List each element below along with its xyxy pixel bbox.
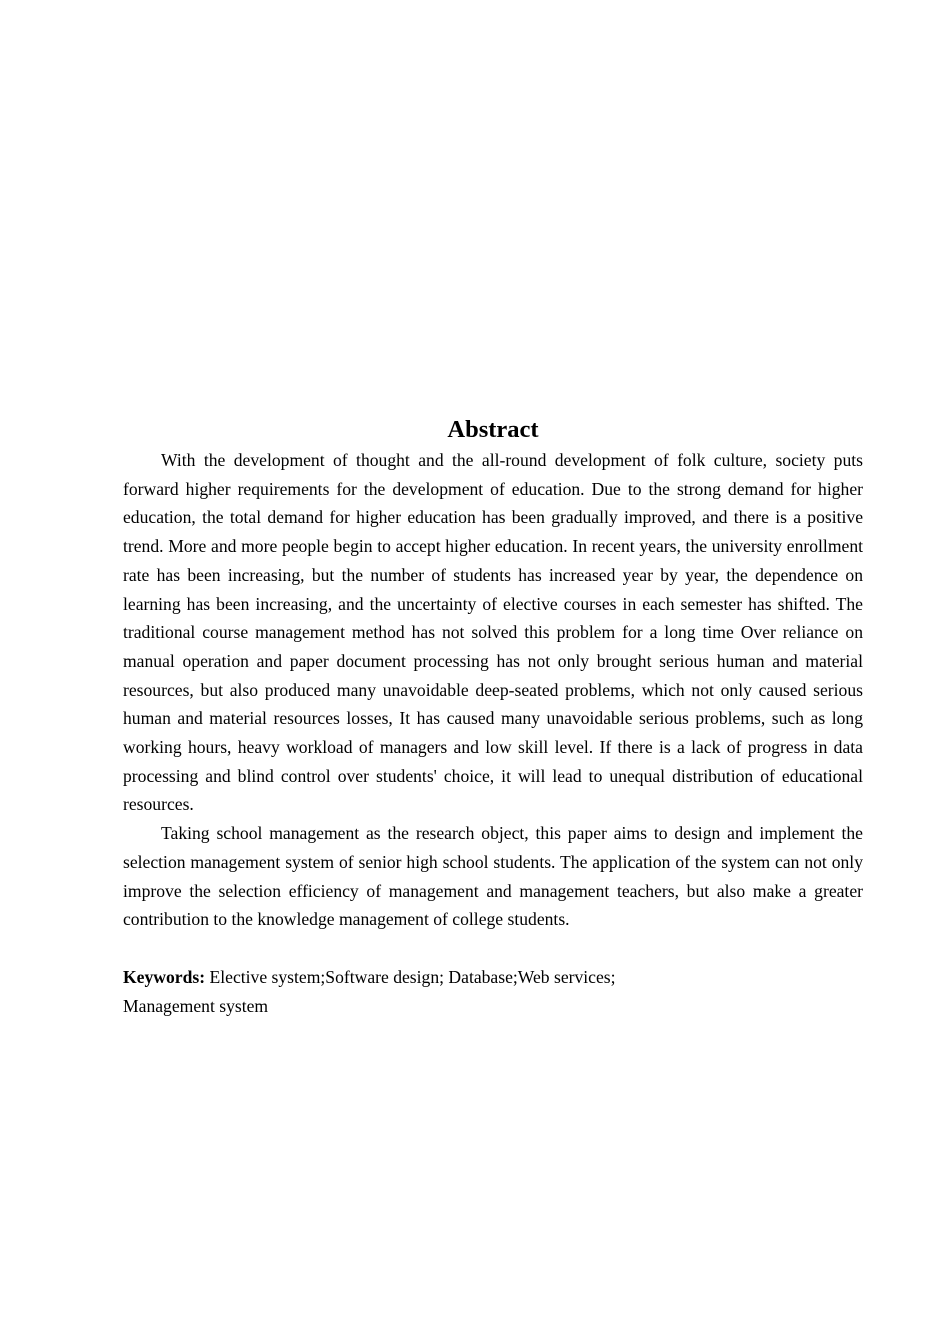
keywords-list: Elective system;Software design; Database;Web services;	[209, 966, 616, 987]
abstract-title: Abstract	[447, 416, 539, 443]
keywords-label: Keywords:	[123, 966, 206, 987]
abstract-section	[123, 414, 863, 1020]
keywords-block	[123, 963, 863, 1020]
keywords-line-1	[123, 963, 863, 992]
abstract-paragraph-1: With the development of thought and the all-round development of folk culture, society puts forward higher requirements for the development of education. Due to the strong demand for higher education, the total demand for higher education has been gradually improved, and there is a positive trend. More and more people begin to accept higher education. In recent years, the university enrollment rate has been increasing, but the number of students has increased year by year, the dependence on learning has been increasing, and the uncertainty of elective courses in each semester has shifted. The traditional course management method has not solved this problem for a long time Over reliance on manual operation and paper document processing has not only brought serious human and material resources, but also produced many unavoidable deep-seated problems, which not only caused serious human and material resources losses, It has caused many unavoidable serious problems, such as long working hours, heavy workload of managers and low skill level. If there is a lack of progress in data processing and blind control over students' choice, it will lead to unequal distribution of educational resources.	[123, 450, 863, 815]
abstract-paragraph-2: Taking school management as the research object, this paper aims to design and implement the selection management system of senior high school students. The application of the system can not only improve the selection efficiency of management and management teachers, but also make a greater contribution to the knowledge management of college students.	[123, 823, 863, 930]
keywords-line-2: Management system	[123, 995, 269, 1016]
